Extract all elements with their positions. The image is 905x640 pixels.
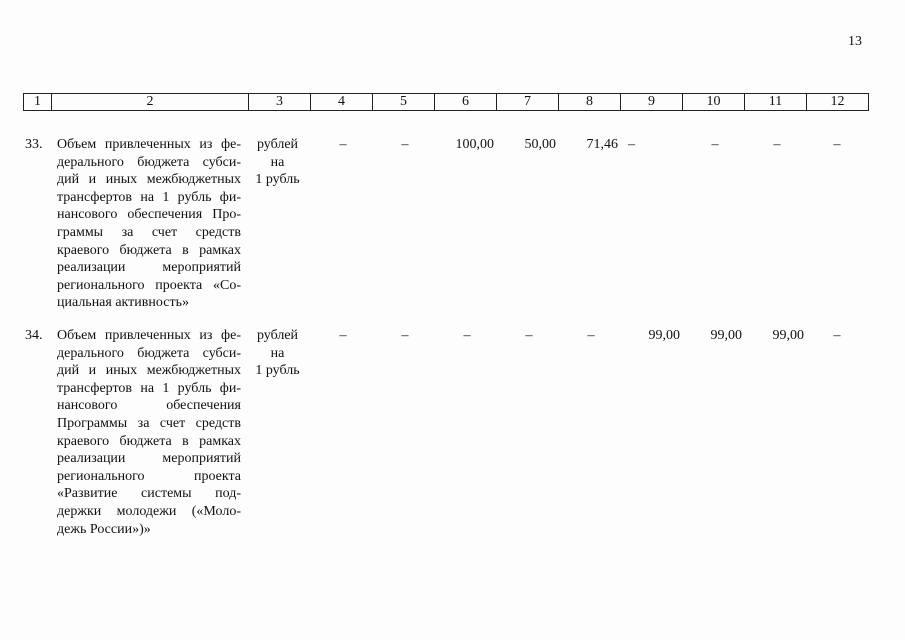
row-description (57, 136, 241, 312)
value-cell: – (339, 328, 347, 343)
description-line: трансфертов на 1 рубль фи- (57, 380, 241, 396)
row-description (57, 327, 241, 538)
column-number: 6 (435, 94, 497, 111)
description-line: Объем привлеченных из фе- (57, 328, 241, 343)
value-cell: – (833, 137, 841, 152)
column-number: 1 (24, 94, 52, 111)
description-line: трансфертов на 1 рубль фи- (57, 189, 241, 205)
description-line: Программы за счет средств (57, 415, 241, 431)
description-line: дий и иных межбюджетных (57, 172, 241, 188)
value-cell: 99,00 (648, 328, 680, 343)
value-cell: – (773, 137, 781, 152)
description-line: реализации мероприятий (57, 451, 241, 467)
row-unit (250, 327, 305, 380)
unit-line: на (270, 154, 285, 170)
column-number: 11 (745, 94, 807, 111)
description-line: дерального бюджета субси- (57, 154, 241, 170)
unit-line: рублей (256, 328, 299, 343)
description-line: регионального проекта (57, 468, 241, 484)
value-cell: 99,00 (772, 328, 804, 343)
value-cell: 50,00 (524, 137, 556, 152)
value-cell: 100,00 (455, 137, 494, 152)
column-number-row (24, 94, 869, 111)
column-number: 3 (249, 94, 311, 111)
description-line: нансового обеспечения (57, 398, 241, 414)
value-cell: – (401, 137, 409, 152)
value-cell: 71,46 (586, 137, 618, 152)
description-line: нансового обеспечения Про- (57, 207, 241, 223)
value-cell: – (711, 137, 719, 152)
description-line: дежь России»)» (57, 521, 151, 537)
description-line: краевого бюджета в рамках (57, 242, 241, 258)
value-cell: – (833, 328, 841, 343)
unit-line: 1 рубль (255, 363, 300, 379)
description-line: дий и иных межбюджетных (57, 363, 241, 379)
value-cell: – (401, 328, 409, 343)
row-unit (250, 136, 305, 189)
description-line: Объем привлеченных из фе- (57, 137, 241, 152)
column-number: 2 (52, 94, 249, 111)
value-cell: – (463, 328, 471, 343)
description-line: реализации мероприятий (57, 260, 241, 276)
column-number: 12 (807, 94, 869, 111)
unit-line: рублей (256, 137, 299, 152)
description-line: циальная активность» (57, 295, 189, 311)
value-cell: 99,00 (710, 328, 742, 343)
value-cell: – (628, 137, 635, 152)
description-line: «Развитие системы под- (57, 486, 241, 502)
value-cell: – (525, 328, 533, 343)
value-cell: – (339, 137, 347, 152)
description-line: дерального бюджета субси- (57, 345, 241, 361)
value-cell: – (587, 328, 595, 343)
page-number: 13 (848, 34, 862, 49)
description-line: граммы за счет средств (57, 224, 241, 240)
unit-line: 1 рубль (255, 172, 300, 188)
row-number: 33. (25, 137, 43, 152)
column-number: 8 (559, 94, 621, 111)
column-number: 4 (311, 94, 373, 111)
description-line: краевого бюджета в рамках (57, 433, 241, 449)
column-number: 9 (621, 94, 683, 111)
column-number: 7 (497, 94, 559, 111)
row-number: 34. (25, 328, 43, 343)
table-column-numbers (23, 93, 869, 111)
description-line: регионального проекта «Со- (57, 277, 241, 293)
column-number: 5 (373, 94, 435, 111)
column-number: 10 (683, 94, 745, 111)
unit-line: на (270, 345, 285, 361)
description-line: держки молодежи («Моло- (57, 503, 241, 519)
